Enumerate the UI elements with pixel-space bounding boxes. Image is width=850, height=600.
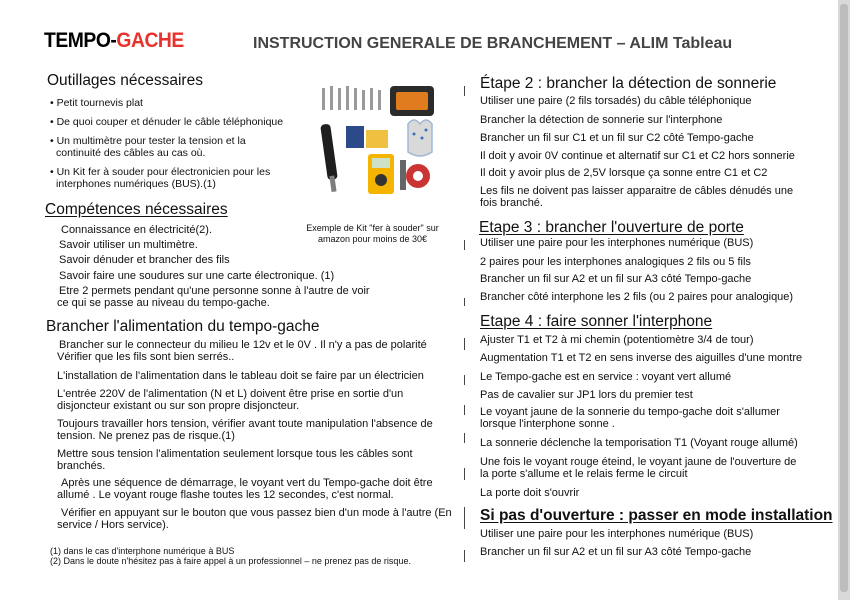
- alim-item: Brancher sur le connecteur du milieu le 12v et le 0V . Il n'y a pas de polarité: [59, 339, 427, 351]
- heading-alim: Brancher l'alimentation du tempo-gache: [46, 318, 320, 335]
- etape2-item: Les fils ne doivent pas laisser apparaitre de câbles dénudés une: [480, 185, 794, 197]
- competence-item: Connaissance en électricité(2).: [61, 224, 213, 236]
- etape4-item: Le Tempo-gache est en service : voyant vert allumé: [480, 371, 732, 383]
- outillage-item: • De quoi couper et dénuder le câble téléphonique: [50, 116, 284, 128]
- alim-item: disjoncteur existant ou sur son propre disjoncteur.: [57, 400, 300, 412]
- document-title: INSTRUCTION GENERALE DE BRANCHEMENT – ALIM Tableau: [253, 35, 733, 52]
- soldering-kit-image: [310, 80, 446, 202]
- etape4-item: Le voyant jaune de la sonnerie du tempo-gache doit s'allumer: [480, 406, 780, 418]
- column-divider: [464, 468, 465, 480]
- etape4-item: La porte doit s'ouvrir: [480, 487, 580, 499]
- alim-item: allumé . Le voyant rouge flashe toutes les 12 secondes, c'est normal.: [57, 489, 394, 501]
- alim-item: tension. Ne prenez pas de risque.(1): [57, 430, 235, 442]
- competence-item: Savoir dénuder et brancher des fils: [59, 254, 230, 266]
- column-divider: [464, 338, 465, 350]
- alim-item: Mettre sous tension l'alimentation seulement lorsque tous les câbles sont: [57, 448, 413, 460]
- etape2-item: Il doit y avoir plus de 2,5V lorsque ça sonne entre C1 et C2: [480, 167, 768, 179]
- competence-item: ce qui se passe au niveau du tempo-gache.: [57, 297, 270, 309]
- heading-competences: Compétences nécessaires: [45, 201, 228, 218]
- outillage-item: • Petit tournevis plat: [50, 97, 143, 109]
- alim-item: L'entrée 220V de l'alimentation (N et L) doivent être prise en sortie d'un: [57, 388, 404, 400]
- etape2-item: fois branché.: [480, 197, 543, 209]
- outillage-item: interphones numériques (BUS).(1): [56, 178, 216, 190]
- column-divider: [464, 298, 465, 306]
- heading-etape4: Etape 4 : faire sonner l'interphone: [480, 313, 713, 330]
- outillage-item: continuité des câbles au cas où.: [56, 147, 206, 159]
- etape2-item: Utiliser une paire (2 fils torsadés) du câble téléphonique: [480, 95, 752, 107]
- column-divider: [464, 405, 465, 415]
- column-divider: [464, 507, 465, 529]
- competence-item: Etre 2 permets pendant qu'une personne sonne à l'autre de voir: [59, 285, 370, 297]
- vertical-scrollbar[interactable]: [838, 0, 850, 600]
- alim-item: service / Hors service).: [57, 519, 169, 531]
- column-divider: [464, 433, 465, 443]
- footnote-2: (2) Dans le doute n'hésitez pas à faire appel à un professionnel – ne prenez pas de risque.: [50, 556, 411, 566]
- column-divider: [464, 240, 465, 250]
- column-divider: [464, 550, 465, 562]
- outillage-item: • Un Kit fer à souder pour électronicien pour les: [50, 166, 271, 178]
- alim-item: Vérifier en appuyant sur le bouton que vous passez bien d'un mode à l'autre (En: [61, 507, 452, 519]
- heading-etape3: Etape 3 : brancher l'ouverture de porte: [479, 219, 744, 236]
- etape4-item: Pas de cavalier sur JP1 lors du premier test: [480, 389, 693, 401]
- etape4-item: lorsque l'interphone sonne .: [480, 418, 615, 430]
- scrollbar-thumb[interactable]: [840, 4, 848, 592]
- tempo-gache-logo: TEMPO-GACHE: [44, 29, 184, 52]
- heading-installation: Si pas d'ouverture : passer en mode installation: [480, 507, 833, 524]
- etape4-item: Ajuster T1 et T2 à mi chemin (potentiomètre 3/4 de tour): [480, 334, 754, 346]
- installation-item: Utiliser une paire pour les interphones numérique (BUS): [480, 528, 754, 540]
- etape3-item: Utiliser une paire pour les interphones numérique (BUS): [480, 237, 754, 249]
- competence-item: Savoir faire une soudures sur une carte électronique. (1): [59, 270, 335, 282]
- kit-caption: Exemple de Kit "fer à souder" sur amazon pour moins de 30€: [306, 223, 439, 244]
- heading-outillages: Outillages nécessaires: [47, 72, 203, 89]
- etape2-item: Brancher un fil sur C1 et un fil sur C2 côté Tempo-gache: [480, 132, 754, 144]
- alim-item: branchés.: [57, 460, 106, 472]
- installation-item: Brancher un fil sur A2 et un fil sur A3 côté Tempo-gache: [480, 546, 752, 558]
- alim-item: L'installation de l'alimentation dans le tableau doit se faire par un électricien: [57, 370, 424, 382]
- competence-item: Savoir utiliser un multimètre.: [59, 239, 198, 251]
- etape2-item: Il doit y avoir 0V continue et alternatif sur C1 et C2 hors sonnerie: [480, 150, 795, 162]
- etape3-item: Brancher côté interphone les 2 fils (ou 2 paires pour analogique): [480, 291, 794, 303]
- alim-item: Vérifier que les fils sont bien serrés..: [57, 351, 235, 363]
- footnote-1: (1) dans le cas d'interphone numérique à BUS: [50, 546, 235, 556]
- column-divider: [464, 86, 465, 96]
- etape3-item: Brancher un fil sur A2 et un fil sur A3 côté Tempo-gache: [480, 273, 752, 285]
- column-divider: [464, 375, 465, 385]
- etape3-item: 2 paires pour les interphones analogiques 2 fils ou 5 fils: [480, 256, 751, 268]
- etape4-item: Une fois le voyant rouge éteind, le voyant jaune de l'ouverture de: [480, 456, 797, 468]
- outillage-item: • Un multimètre pour tester la tension et la: [50, 135, 246, 147]
- alim-item: Après une séquence de démarrage, le voyant vert du Tempo-gache doit être: [61, 477, 433, 489]
- heading-etape2: Étape 2 : brancher la détection de sonnerie: [480, 75, 777, 92]
- etape4-item: La sonnerie déclenche la temporisation T1 (Voyant rouge allumé): [480, 437, 798, 449]
- etape4-item: Augmentation T1 et T2 en sens inverse des aiguilles d'une montre: [480, 352, 803, 364]
- alim-item: Toujours travailler hors tension, vérifier avant toute manipulation l'absence de: [57, 418, 433, 430]
- etape2-item: Brancher la détection de sonnerie sur l'interphone: [480, 114, 723, 126]
- etape4-item: la porte s'allume et le relais ferme le circuit: [480, 468, 688, 480]
